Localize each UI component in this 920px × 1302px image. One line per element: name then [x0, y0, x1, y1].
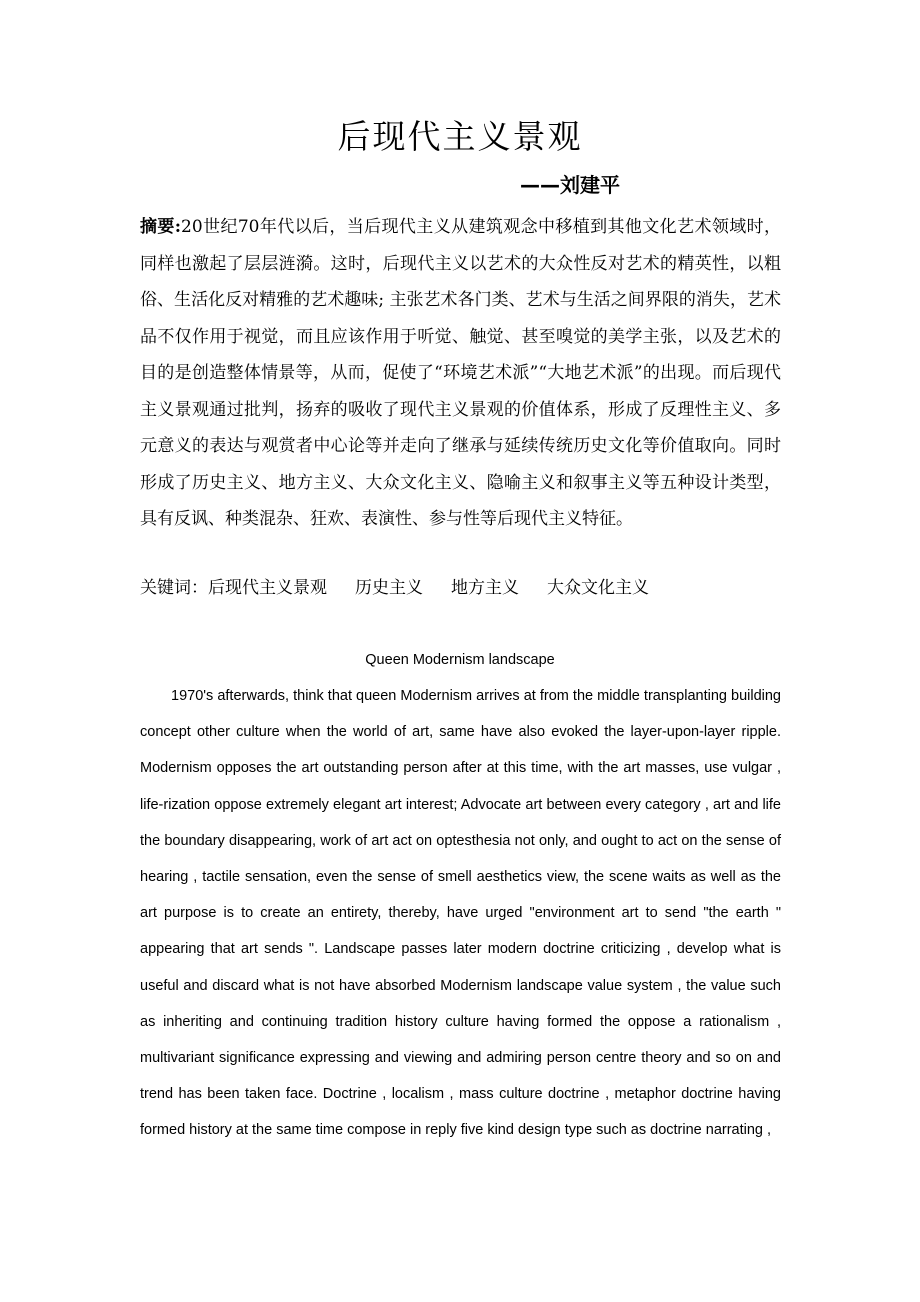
- abstract-text: 20世纪70年代以后，当后现代主义从建筑观念中移植到其他文化艺术领域时，同样也激起了层层涟漪。这时，后现代主义以艺术的大众性反对艺术的精英性，以粗俗、生活化反对精雅的艺术趣味; 主张艺术各门类、艺术与生活之间界限的消失，艺术品不仅作用于视觉，而且应该作用于听觉、触觉、甚至嗅觉的美学主张，以及艺术的目的是创造整体情景等，从而，促使了“环境艺术派”“大地艺术派”的出现。而后现代主义景观通过批判，扬弃的吸收了现代主义景观的价值体系，形成了反理性主义、多元意义的表达与观赏者中心论等并走向了继承与延续传统历史文化等价值取向。同时形成了历史主义、地方主义、大众文化主义、隐喻主义和叙事主义等五种设计类型，具有反讽、种类混杂、狂欢、表演性、参与性等后现代主义特征。: [140, 217, 781, 529]
- english-title: Queen Modernism landscape: [365, 652, 555, 668]
- keyword-item: 地方主义: [451, 578, 519, 598]
- chinese-abstract: [140, 209, 781, 538]
- chinese-title: 后现代主义景观: [337, 117, 583, 156]
- keyword-item: 大众文化主义: [547, 578, 649, 598]
- keywords-label: 关键词：: [140, 578, 208, 598]
- abstract-label: 摘要:: [140, 217, 182, 237]
- keyword-item: 后现代主义景观: [208, 578, 327, 598]
- keyword-item: 历史主义: [355, 578, 423, 598]
- keywords-line: [140, 570, 781, 606]
- author-line: ——刘建平: [520, 173, 620, 197]
- english-body: 1970's afterwards, think that queen Modernism arrives at from the middle transplanting building concept other culture when the world of art, same have also evoked the layer-upon-layer ripple. Modernism opposes the art outstanding person after at this time, with the art masses, use vulgar , life-rization oppose extremely elegant art interest; Advocate art between every category , art and life the boundary disappearing, work of art act on optesthesia not only, and ought to act on the sense of hearing , tactile sensation, even the sense of smell aesthetics view, the scene waits as well as the art purpose is to create an entirety, thereby, have urged "environment art to send "the earth " appearing that art sends ". Landscape passes later modern doctrine criticizing , develop what is useful and discard what is not have absorbed Modernism landscape value system , the value such as inheriting and continuing tradition history culture having formed the oppose a rationalism , multivariant significance expressing and viewing and admiring person centre theory and so on and trend has been taken face. Doctrine , localism , mass culture doctrine , metaphor doctrine having formed history at the same time compose in reply five kind design type such as doctrine narrating ,: [140, 688, 781, 1139]
